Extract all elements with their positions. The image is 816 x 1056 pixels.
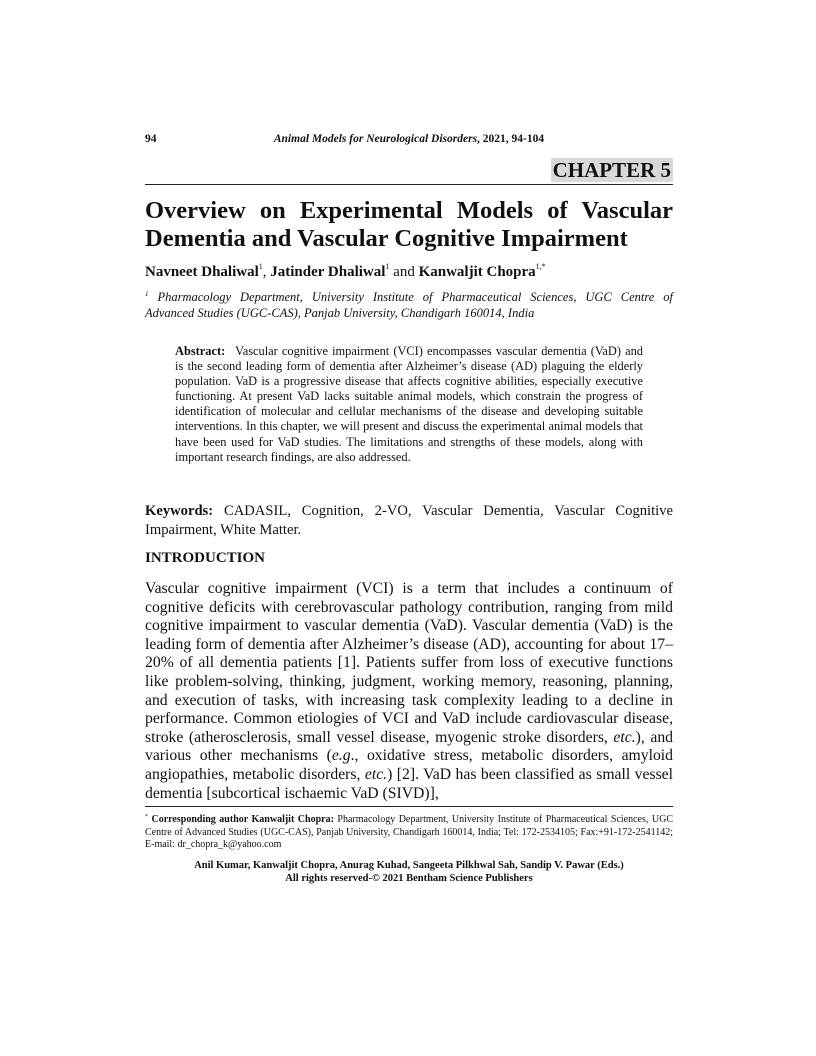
- body-italic-run: etc.: [364, 765, 388, 783]
- footnote-text: Pharmacology Department, University Institute of Pharmaceutical Sciences, UGC Centre of Advanced Studies (UGC-CAS), Panjab University, Chandigarh 160014, India; Tel: 172-2534105; Fax:+91-172-2541142; E-mail: dr_chopra_k@yahoo.com: [145, 814, 674, 850]
- affiliation-line-2: Advanced Studies (UGC-CAS), Panjab University, Chandigarh 160014, India: [145, 306, 535, 320]
- affiliation-line-1: Pharmacology Department, University Institute of Pharmaceutical Sciences, UGC Centre of: [157, 290, 674, 304]
- paper-title: [145, 197, 673, 253]
- title-line-2: Dementia and Vascular Cognitive Impairment: [145, 225, 628, 252]
- affiliation: [145, 286, 673, 321]
- footnote-label: Corresponding author Kanwaljit Chopra:: [151, 814, 334, 825]
- journal-citation: [145, 133, 673, 145]
- affiliation-mark: 1: [145, 290, 149, 298]
- journal-info: , 2021, 94-104: [477, 133, 545, 145]
- body-text-run: ), and various other mechanisms (: [145, 728, 674, 765]
- journal-name: Animal Models for Neurological Disorders: [273, 133, 478, 145]
- author-affiliation-mark: 1,*: [535, 262, 546, 271]
- footnote-divider: [145, 806, 673, 807]
- author-name: Kanwaljit Chopra: [418, 264, 536, 280]
- author-affiliation-mark: 1: [258, 262, 263, 271]
- intro-paragraph: [145, 580, 673, 803]
- section-heading: INTRODUCTION: [145, 550, 266, 566]
- author-list: [145, 262, 546, 281]
- abstract-label: Abstract:: [175, 344, 226, 358]
- editors-line: Anil Kumar, Kanwaljit Chopra, Anurag Kuhad, Sangeeta Pilkhwal Sah, Sandip V. Pawar (Eds.): [194, 860, 624, 871]
- keywords: [145, 502, 673, 540]
- author-separator: ,: [262, 264, 271, 280]
- page-number: 94: [145, 133, 157, 145]
- rights-line: All rights reserved-© 2021 Bentham Science Publishers: [285, 872, 533, 884]
- chapter-banner: [145, 156, 673, 185]
- author-name: Jatinder Dhaliwal: [270, 264, 386, 280]
- body-italic-run: e.g: [331, 747, 351, 765]
- chapter-label: CHAPTER 5: [552, 158, 671, 182]
- keywords-label: Keywords:: [145, 503, 214, 519]
- author-separator: and: [389, 264, 419, 280]
- body-italic-run: etc.: [613, 728, 636, 746]
- publisher-credits: [145, 860, 673, 885]
- author-affiliation-mark: 1: [385, 262, 390, 271]
- keywords-text: CADASIL, Cognition, 2-VO, Vascular Dementia, Vascular Cognitive Impairment, White Matter.: [145, 503, 673, 538]
- footnote-mark: *: [145, 814, 148, 820]
- title-line-1: Overview on Experimental Models of Vascular: [145, 197, 673, 224]
- footnote: [145, 811, 673, 852]
- body-text-run: ., oxidative stress, metabolic disorders, amyloid angiopathies, metabolic disorders,: [145, 747, 673, 783]
- body-text-run: ) [2]. VaD has been classified as small vessel dementia [subcortical ischaemic VaD (SIVD)],: [145, 765, 673, 802]
- abstract-text: Vascular cognitive impairment (VCI) encompasses vascular dementia (VaD) and is the second leading form of dementia after Alzheimer’s disease (AD) plaguing the elderly population. VaD is a progressive disease that affects cognitive abilities, especially executive functioning. At present VaD lacks suitable animal models, which constrain the progress of identification of molecular and cellular mechanisms of the disease and developing suitable interventions. In this chapter, we will present and discuss the experimental animal models that have been used for VaD studies. The limitations and strengths of these models, along with important research findings, are also addressed.: [175, 344, 643, 464]
- body-text-run: Vascular cognitive impairment (VCI) is a term that includes a continuum of cognitive deficits with cerebrovascular pathology contribution, ranging from mild cognitive impairment to vascular dementia (VaD). Vascular dementia (VaD) is the leading form of dementia after Alzheimer’s disease (AD), accounting for about 17–20% of all dementia patients [1]. Patients suffer from loss of executive functions like problem-solving, thinking, judgment, working memory, reasoning, planning, and execution of tasks, with increasing task complexity leading to a decline in performance. Common etiologies of VCI and VaD include cardiovascular disease, stroke (atherosclerosis, small vessel disease, myogenic stroke disorders,: [145, 580, 673, 746]
- abstract: [175, 344, 643, 465]
- author-name: Navneet Dhaliwal: [145, 264, 259, 280]
